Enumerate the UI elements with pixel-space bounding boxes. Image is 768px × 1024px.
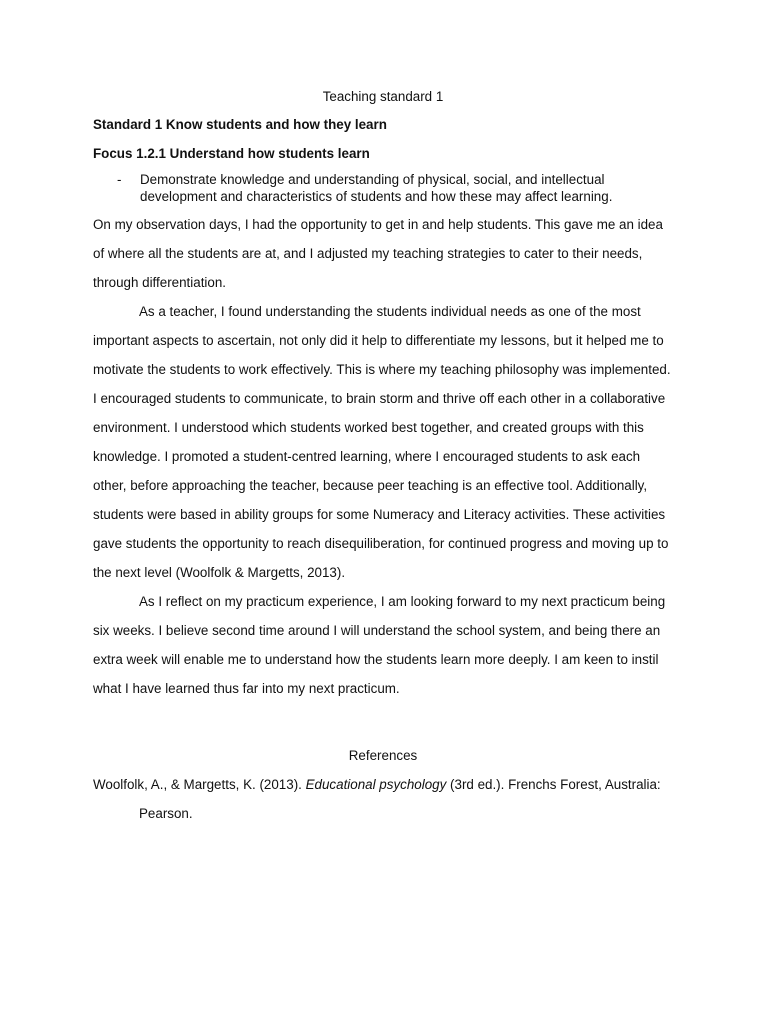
bullet-item [93,172,673,205]
document-title: Teaching standard 1 [322,89,444,104]
standard-heading: Standard 1 Know students and how they learn [93,117,387,132]
reference-book-title: Educational psychology [305,777,447,792]
document-body [93,86,673,828]
references-heading: References [348,748,418,763]
reference-publication: (3rd ed.). Frenchs Forest, Australia: Pearson. [139,777,661,821]
bullet-marker: - [117,172,122,187]
paragraph-teacher: As a teacher, I found understanding the students individual needs as one of the most important aspects to ascertain, not only did it help to differentiate my lessons, but it helped me to motivate the students to work effectively. This is where my teaching philosophy was implemented. I encouraged students to communicate, to brain storm and thrive off each other in a collaborative environment. I understood which students worked best together, and created groups with this knowledge. I promoted a student-centred learning, where I encouraged students to ask each other, before approaching the teacher, because peer teaching is an effective tool. Additionally, students were based in ability groups for some Numeracy and Literacy activities. These activities gave students the opportunity to reach disequiliberation, for continued progress and moving up to the next level (Woolfolk & Margetts, 2013). [93,304,671,580]
focus-heading: Focus 1.2.1 Understand how students learn [93,146,370,161]
reference-entry [93,770,673,828]
paragraph-observation: On my observation days, I had the opportunity to get in and help students. This gave me an idea of where all the students are at, and I adjusted my teaching strategies to cater to their needs, through differentiation. [93,217,663,290]
reference-authors: Woolfolk, A., & Margetts, K. (2013). [93,777,306,792]
paragraph-reflection: As I reflect on my practicum experience, I am looking forward to my next practicum being six weeks. I believe second time around I will understand the school system, and being there an extra week will enable me to understand how the students learn more deeply. I am keen to instil what I have learned thus far into my next practicum. [93,594,666,696]
bullet-text: Demonstrate knowledge and understanding of physical, social, and intellectual development and characteristics of students and how these may affect learning. [140,172,613,204]
